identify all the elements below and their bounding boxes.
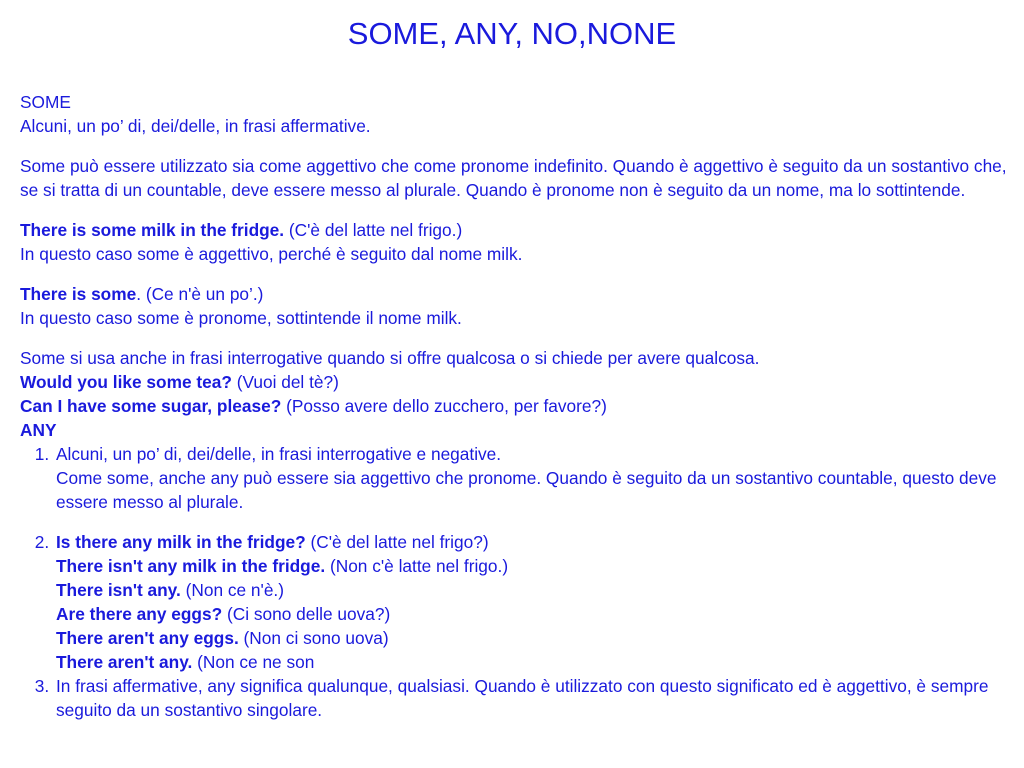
example-sentence: Would you like some tea? [20, 372, 232, 392]
example-translation: (Non ce ne son [192, 652, 315, 672]
some-questions-intro: Some si usa anche in frasi interrogative quando si offre qualcosa o si chiede per avere qualcosa. [20, 348, 760, 368]
example-sentence: There is some [20, 284, 137, 304]
list-item-body [56, 674, 1010, 722]
any-example [56, 578, 1010, 602]
any-list-item-1 [20, 442, 1010, 514]
list-number [20, 674, 56, 722]
example-sentence: Are there any eggs? [56, 604, 223, 624]
any-list-item-3 [20, 674, 1010, 722]
example-translation: (Non ci sono uova) [238, 628, 389, 648]
example-translation: (Ci sono delle uova?) [222, 604, 391, 624]
some-example-1 [20, 218, 1010, 242]
list-item-body [56, 530, 1010, 674]
any-list-item-2 [20, 530, 1010, 674]
some-example-1-note: In questo caso some è aggettivo, perché è seguito dal nome milk. [20, 244, 523, 264]
some-question-1 [20, 370, 1010, 394]
list-number-text: 2. [34, 532, 50, 552]
any-example [56, 602, 1010, 626]
example-translation: (Non ce n'è.) [180, 580, 284, 600]
example-translation: (C'è del latte nel frigo.) [284, 220, 463, 240]
example-sentence: Is there any milk in the fridge? [56, 532, 306, 552]
any-heading [20, 418, 1010, 442]
example-translation: (Posso avere dello zucchero, per favore?) [281, 396, 607, 416]
list-number [20, 530, 56, 674]
any-heading-text: ANY [20, 420, 57, 440]
any-example [56, 554, 1010, 578]
some-example-2 [20, 282, 1010, 306]
example-sentence: Can I have some sugar, please? [20, 396, 282, 416]
some-meaning: Alcuni, un po’ di, dei/delle, in frasi affermative. [20, 116, 371, 136]
example-translation: (C'è del latte nel frigo?) [305, 532, 489, 552]
spacer [20, 514, 1010, 530]
any-example [56, 626, 1010, 650]
list-number [20, 442, 56, 514]
example-translation: . (Ce n'è un po’.) [136, 284, 264, 304]
any-explanation: Come some, anche any può essere sia aggettivo che pronome. Quando è seguito da un sostantivo countable, questo deve essere messo al plurale. [56, 468, 997, 512]
example-sentence: There isn't any. [56, 580, 181, 600]
example-translation: (Non c'è latte nel frigo.) [325, 556, 509, 576]
spacer [20, 202, 1010, 218]
any-example [56, 530, 1010, 554]
spacer [20, 330, 1010, 346]
some-explanation: Some può essere utilizzato sia come aggettivo che come pronome indefinito. Quando è aggettivo è seguito da un sostantivo che, se si tratta di un countable, deve essere messo al plurale. Quando è pronome non è seguito da un nome, ma lo sottintende. [20, 156, 1007, 200]
some-example-2-note: In questo caso some è pronome, sottintende il nome milk. [20, 308, 462, 328]
list-number-text: 1. [34, 444, 50, 464]
example-sentence: There aren't any. [56, 652, 193, 672]
example-translation: (Vuoi del tè?) [231, 372, 339, 392]
example-sentence: There aren't any eggs. [56, 628, 239, 648]
main-content [20, 90, 1010, 722]
list-item-body [56, 442, 1010, 514]
some-heading: SOME [20, 92, 71, 112]
any-example [56, 650, 1010, 674]
page-title: SOME, ANY, NO,NONE [347, 16, 677, 51]
example-sentence: There isn't any milk in the fridge. [56, 556, 326, 576]
list-number-text: 3. [34, 676, 50, 696]
any-meaning: Alcuni, un po’ di, dei/delle, in frasi interrogative e negative. [56, 444, 502, 464]
any-affirmative-note: In frasi affermative, any significa qualunque, qualsiasi. Quando è utilizzato con questo significato ed è aggettivo, è sempre seguito da un sostantivo singolare. [56, 676, 989, 720]
some-question-2 [20, 394, 1010, 418]
spacer [20, 266, 1010, 282]
spacer [20, 138, 1010, 154]
example-sentence: There is some milk in the fridge. [20, 220, 285, 240]
